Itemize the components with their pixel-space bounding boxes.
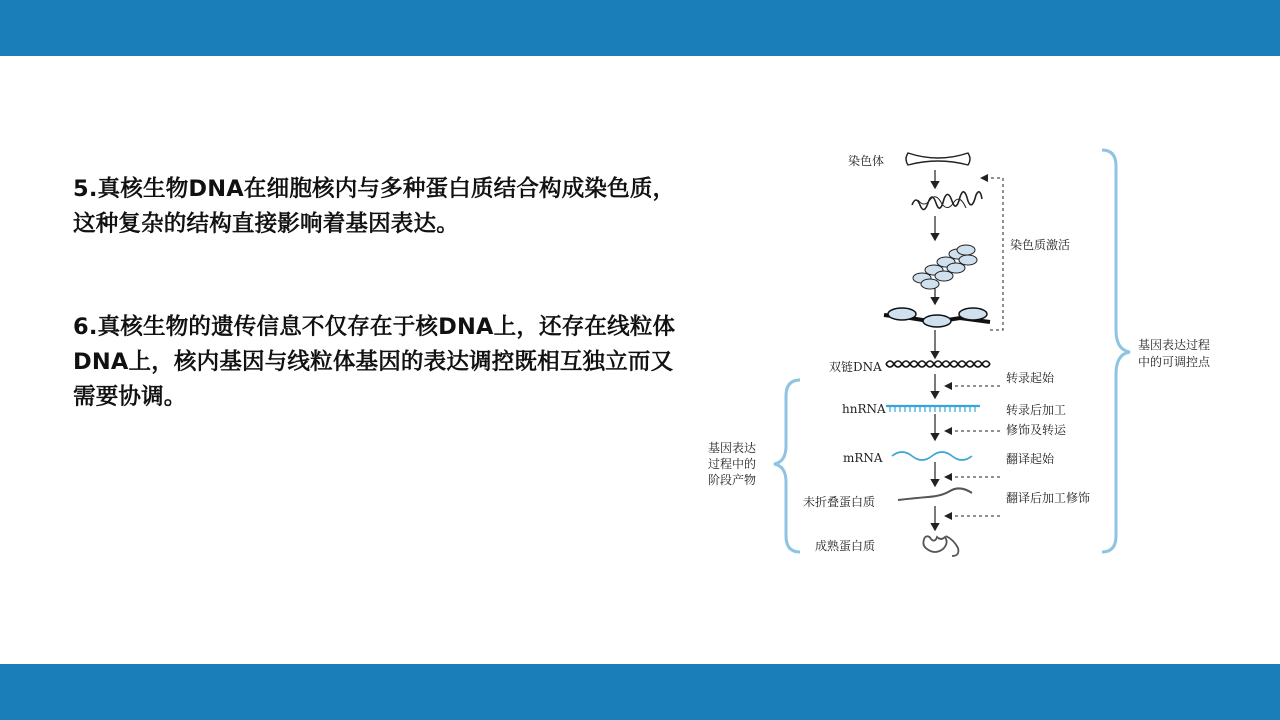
paragraph-mitochondria: 6.真核生物的遗传信息不仅存在于核DNA上，还存在线粒体DNA上，核内基因与线粒体基因的表达调控既相互独立而又需要协调。 (73, 314, 676, 410)
paragraph-chromatin: 5.真核生物DNA在细胞核内与多种蛋白质结合构成染色质，这种复杂的结构直接影响着基因表达。 (73, 176, 676, 237)
chromosome-icon (906, 153, 970, 165)
right-brace (1102, 150, 1130, 552)
label-mature-protein: 成熟蛋白质 (815, 539, 876, 553)
mrna-icon (892, 452, 972, 460)
label-control-points-1: 基因表达过程 (1138, 338, 1211, 352)
left-brace (774, 380, 800, 552)
label-post-transcription-processing: 转录后加工 (1006, 403, 1067, 417)
label-chromatin-activation: 染色质激活 (1010, 238, 1071, 252)
label-hnrna: hnRNA (842, 402, 886, 416)
hnrna-icon (886, 406, 980, 412)
nucleosome-cluster-icon (913, 245, 977, 289)
label-stage-products-3: 阶段产物 (708, 473, 757, 487)
label-modification-transport: 修饰及转运 (1006, 423, 1067, 437)
label-transcription-start: 转录起始 (1006, 371, 1055, 385)
bottom-banner (0, 664, 1280, 720)
mature-protein-icon (923, 536, 958, 556)
chromatin-activation-loop (988, 178, 1003, 330)
label-control-points-2: 中的可调控点 (1138, 355, 1211, 369)
gene-expression-diagram (690, 130, 1250, 580)
label-stage-products-2: 过程中的 (708, 457, 757, 471)
dsdna-icon (886, 361, 990, 367)
label-stage-products-1: 基因表达 (708, 441, 757, 455)
chromatin-fiber-icon (912, 192, 982, 210)
label-chromosome: 染色体 (848, 154, 885, 168)
top-banner (0, 0, 1280, 56)
label-unfolded-protein: 未折叠蛋白质 (803, 495, 876, 509)
unfolded-protein-icon (898, 488, 972, 500)
label-translation-start: 翻译起始 (1006, 452, 1055, 466)
label-mrna: mRNA (843, 451, 883, 465)
beads-on-string-icon (884, 308, 990, 327)
label-dsdna: 双链DNA (829, 360, 882, 374)
label-post-translation-modification: 翻译后加工修饰 (1006, 491, 1091, 505)
